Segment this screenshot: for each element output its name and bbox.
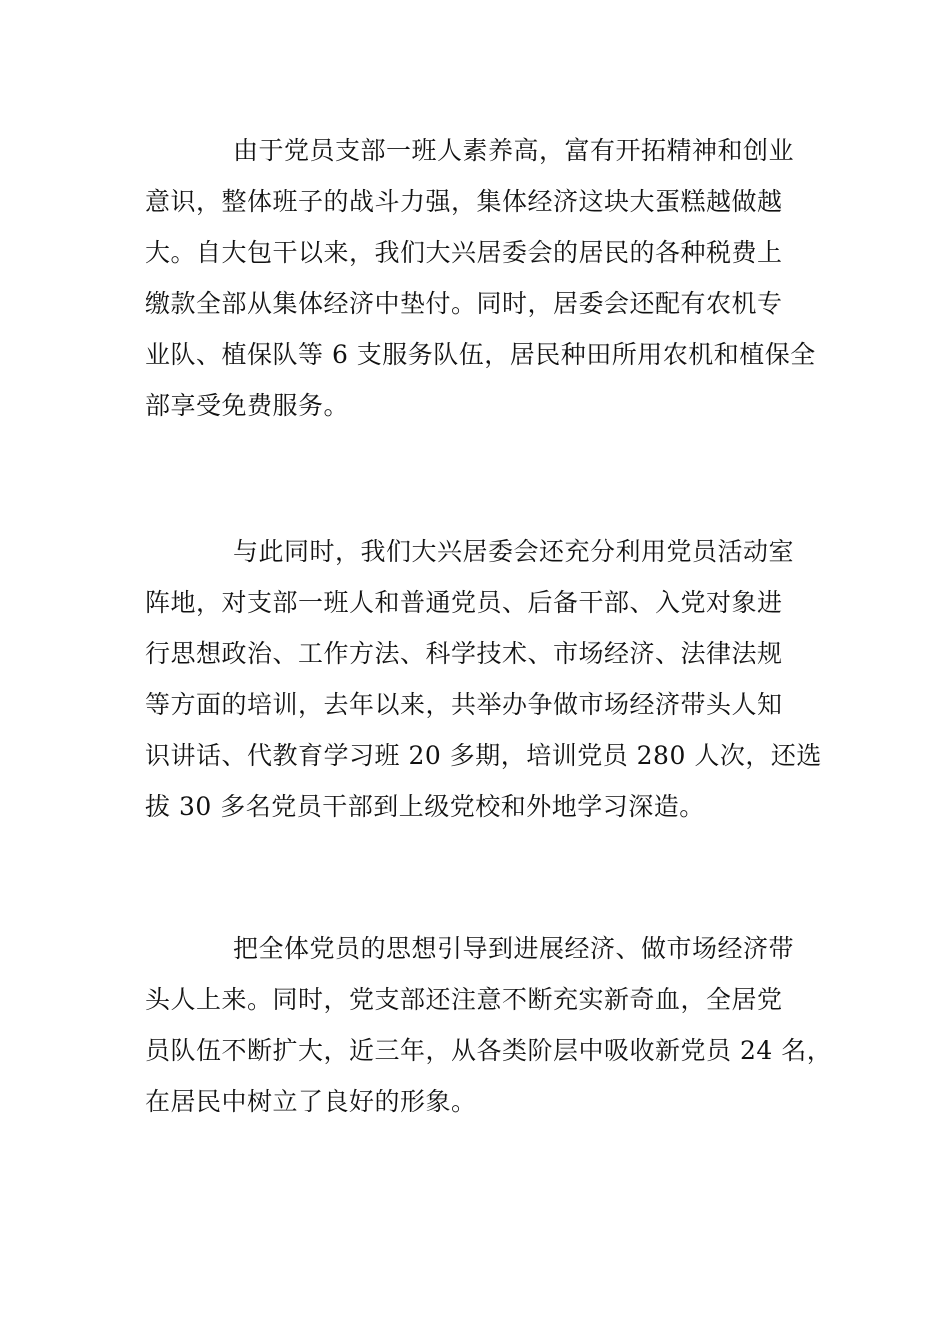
paragraph-3-line-1: 把全体党员的思想引导到进展经济、做市场经济带 — [233, 934, 795, 963]
paragraph-2-line-6: 拔 30 多名党员干部到上级党校和外地学习深造。 — [145, 792, 705, 821]
paragraph-3-line-4: 在居民中树立了良好的形象。 — [145, 1087, 477, 1116]
paragraph-1-line-2: 意识，整体班子的战斗力强，集体经济这块大蛋糕越做越 — [145, 187, 783, 216]
paragraph-1 — [145, 125, 815, 431]
paragraph-1-line-4: 缴款全部从集体经济中垫付。同时，居委会还配有农机专 — [145, 289, 783, 318]
paragraph-2-line-3: 行思想政治、工作方法、科学技术、市场经济、法律法规 — [145, 639, 783, 668]
paragraph-2-line-1: 与此同时，我们大兴居委会还充分利用党员活动室 — [233, 537, 795, 566]
paragraph-1-line-1: 由于党员支部一班人素养高，富有开拓精神和创业 — [233, 136, 795, 165]
paragraph-3 — [145, 923, 833, 1127]
paragraph-1-line-5: 业队、植保队等 6 支服务队伍，居民种田所用农机和植保全 — [145, 340, 816, 369]
paragraph-3-line-2: 头人上来。同时，党支部还注意不断充实新奇血，全居党 — [145, 985, 783, 1014]
paragraph-2 — [145, 526, 822, 832]
paragraph-1-line-3: 大。自大包干以来，我们大兴居委会的居民的各种税费上 — [145, 238, 783, 267]
paragraph-2-line-5: 识讲话、代教育学习班 20 多期，培训党员 280 人次，还选 — [145, 741, 822, 770]
paragraph-2-line-4: 等方面的培训，去年以来，共举办争做市场经济带头人知 — [145, 690, 783, 719]
paragraph-3-line-3: 员队伍不断扩大，近三年，从各类阶层中吸收新党员 24 名， — [145, 1036, 833, 1065]
paragraph-2-line-2: 阵地，对支部一班人和普通党员、后备干部、入党对象进 — [145, 588, 783, 617]
paragraph-1-line-6: 部享受免费服务。 — [145, 391, 350, 420]
